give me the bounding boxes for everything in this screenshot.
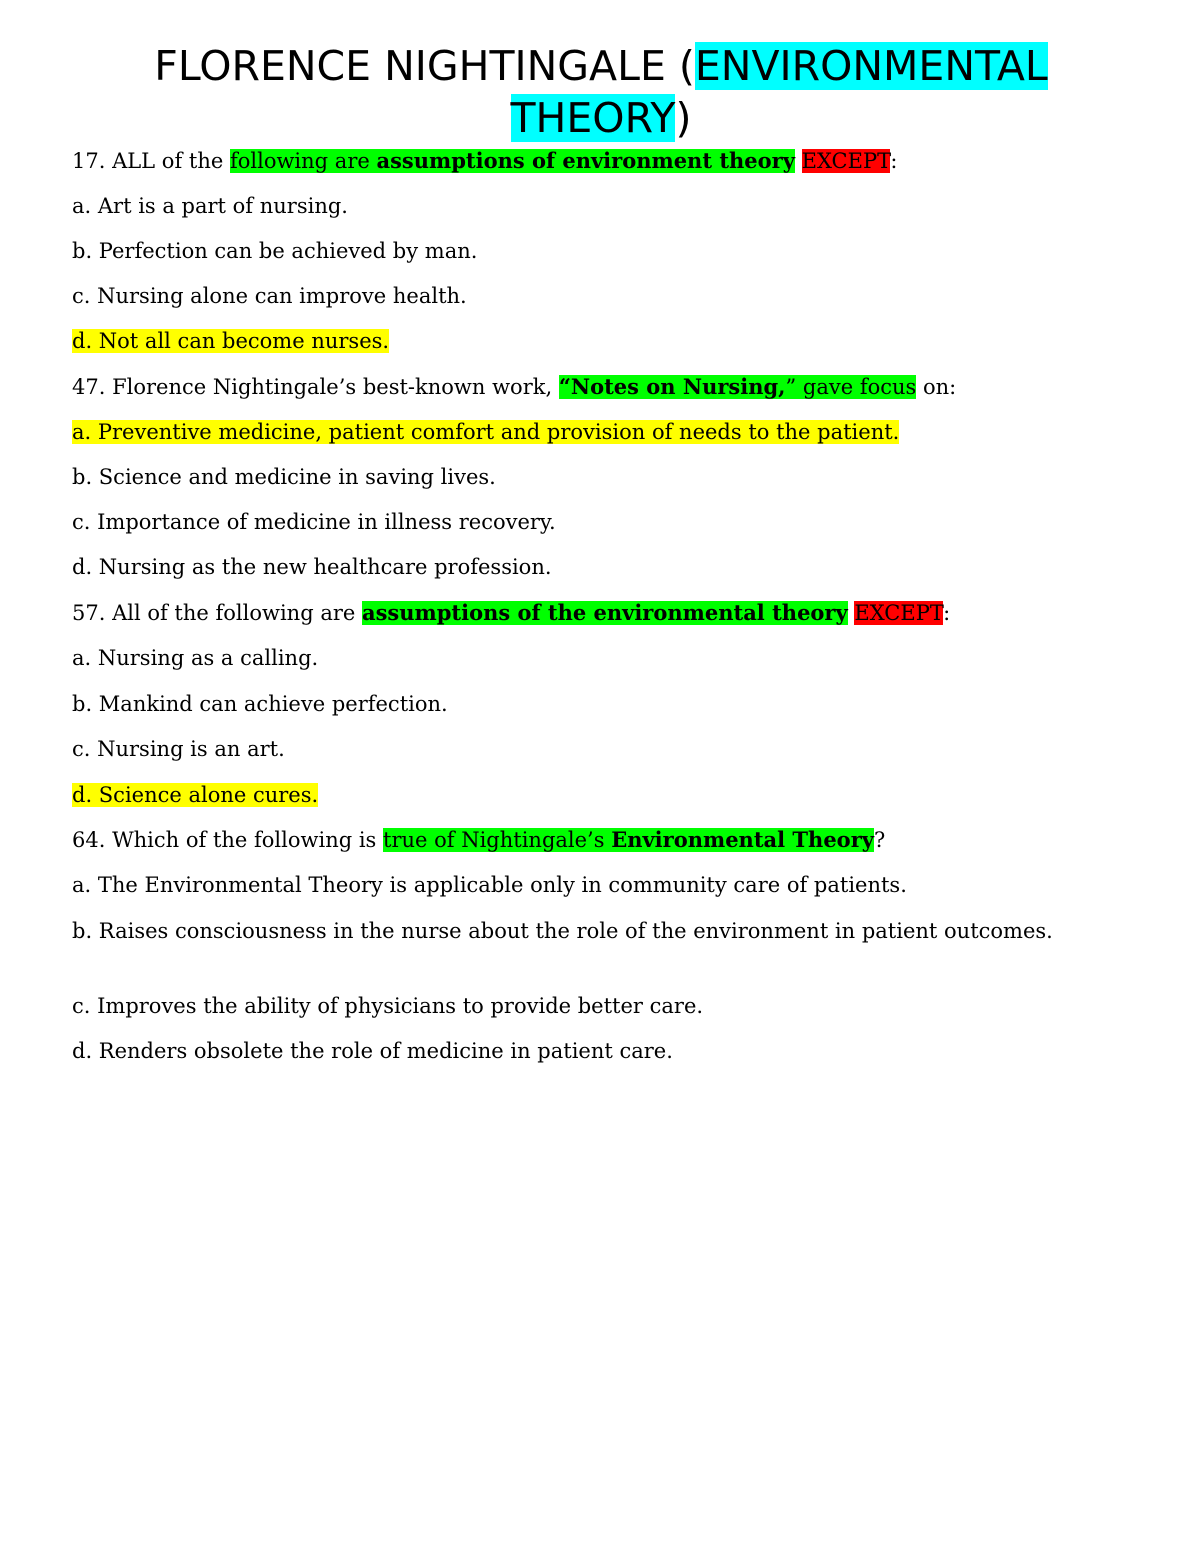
option-47-a-answer: a. Preventive medicine, patient comfort and provision of needs to the patient. (72, 420, 900, 444)
option-64-d: d. Renders obsolete the role of medicine in patient care. (72, 1039, 673, 1063)
option-57-c: c. Nursing is an art. (72, 737, 285, 761)
title-prefix: FLORENCE NIGHTINGALE ( (154, 42, 695, 90)
option-17-b: b. Perfection can be achieved by man. (72, 239, 478, 263)
except-badge: EXCEPT (854, 601, 944, 625)
question-47: 47. Florence Nightingale’s best-known work, “Notes on Nursing,” gave focus on: (72, 374, 957, 399)
title-highlight: ENVIRONMENTAL THEORY (510, 42, 1048, 142)
option-57-d-answer: d. Science alone cures. (72, 783, 319, 807)
option-47-b: b. Science and medicine in saving lives. (72, 465, 496, 489)
except-badge: EXCEPT (801, 149, 891, 173)
option-17-c: c. Nursing alone can improve health. (72, 284, 467, 308)
option-57-a: a. Nursing as a calling. (72, 646, 319, 670)
question-17: 17. ALL of the following are assumptions of environment theory EXCEPT: (72, 148, 898, 173)
page-title (72, 40, 1130, 144)
option-17-a: a. Art is a part of nursing. (72, 194, 348, 218)
option-47-d: d. Nursing as the new healthcare profession. (72, 555, 552, 579)
option-47-c: c. Importance of medicine in illness recovery. (72, 510, 556, 534)
option-57-b: b. Mankind can achieve perfection. (72, 692, 448, 716)
option-64-c: c. Improves the ability of physicians to provide better care. (72, 994, 704, 1018)
question-64: 64. Which of the following is true of Nightingale’s Environmental Theory? (72, 827, 886, 852)
question-57: 57. All of the following are assumptions of the environmental theory EXCEPT: (72, 600, 951, 625)
option-17-d-answer: d. Not all can become nurses. (72, 329, 390, 353)
option-64-b: b. Raises consciousness in the nurse about the role of the environment in patient outcomes. (72, 919, 1053, 943)
document-page (72, 40, 1130, 144)
option-64-a: a. The Environmental Theory is applicable only in community care of patients. (72, 873, 907, 897)
title-suffix: ) (675, 94, 692, 142)
